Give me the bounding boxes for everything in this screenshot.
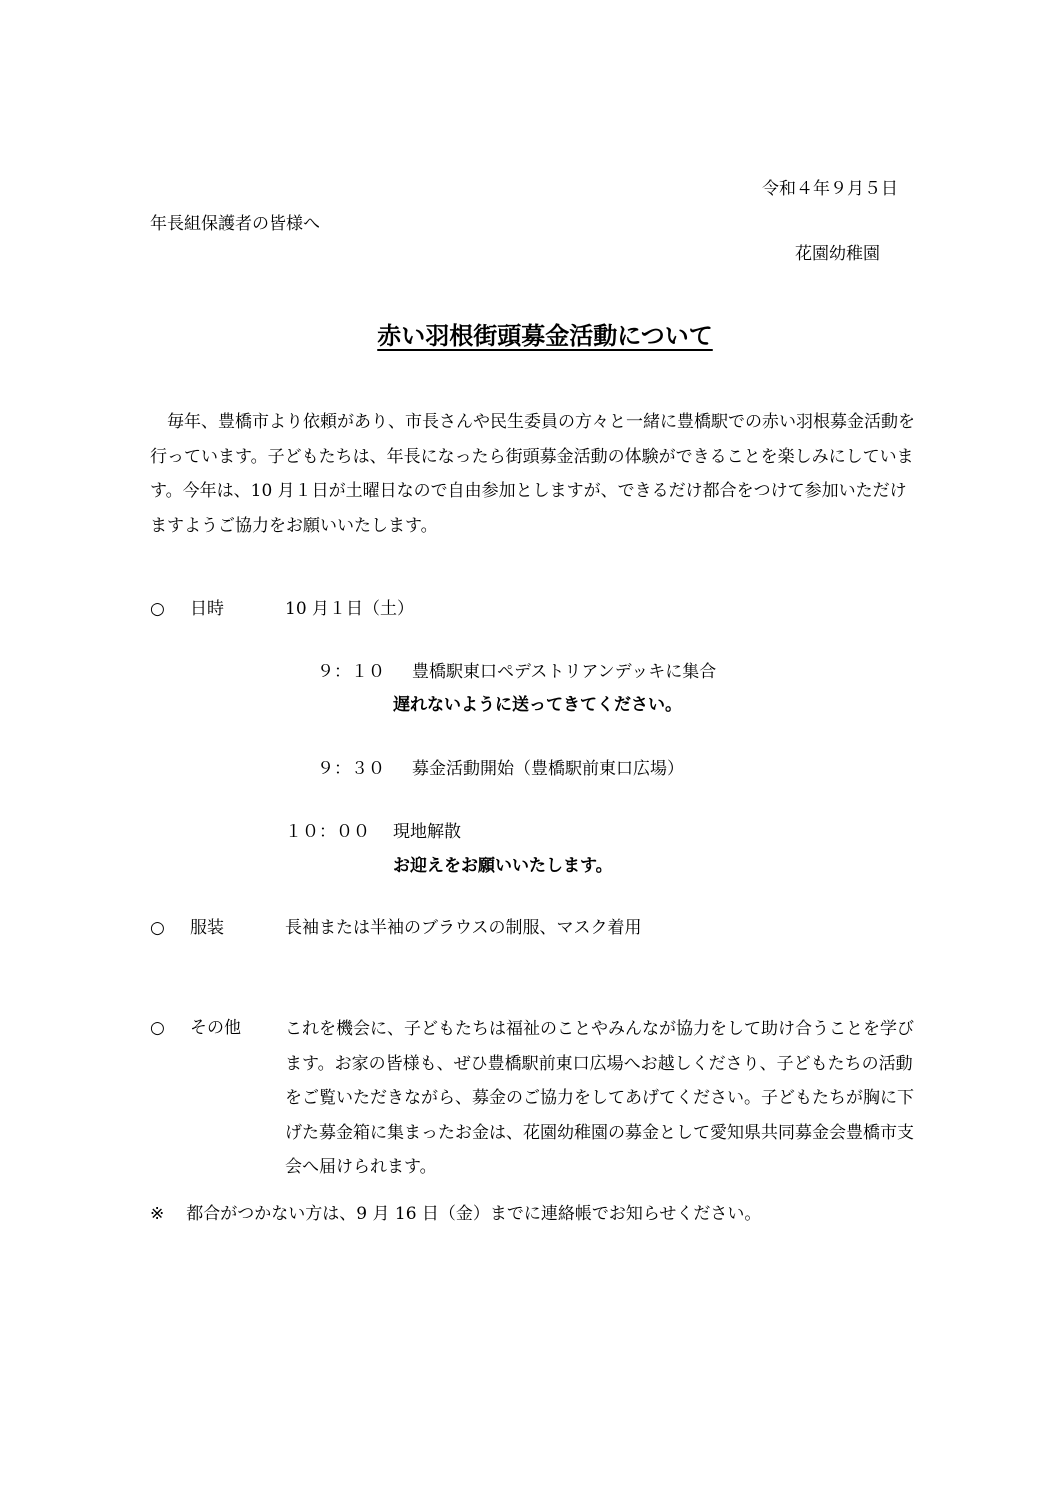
other-label: その他 <box>190 1018 241 1038</box>
other-marker: ○ <box>150 1018 165 1038</box>
schedule-time: １０：００ <box>285 822 370 842</box>
datetime-marker: ○ <box>150 599 165 619</box>
schedule-desc: 募金活動開始（豊橋駅前東口広場） <box>412 759 684 779</box>
schedule-time: ９：１０ <box>317 662 385 682</box>
clothing-label: 服装 <box>190 918 224 938</box>
clothing-value: 長袖または半袖のブラウスの制服、マスク着用 <box>285 918 642 938</box>
document-date: 令和４年９月５日 <box>762 179 898 199</box>
footnote-marker: ※ <box>150 1204 165 1224</box>
schedule-desc: 豊橋駅東口ペデストリアンデッキに集合 <box>412 662 717 682</box>
schedule-desc: 現地解散 <box>393 822 461 842</box>
clothing-marker: ○ <box>150 918 165 938</box>
other-text: これを機会に、子どもたちは福祉のことやみんなが協力をして助け合うことを学びます。お家の皆様も、ぜひ豊橋駅前東口広場へお越しくださり、子どもたちの活動をご覧いただきながら、募金のご協力をしてあげてください。子どもたちが胸に下げた募金箱に集まったお金は、花園幼稚園の募金として愛知県共同募金会豊橋市支会へ届けられます。 <box>285 1019 914 1177</box>
datetime-value: 10 月１日（土） <box>285 599 415 619</box>
schedule-note: お迎えをお願いいたします。 <box>393 856 613 876</box>
datetime-label: 日時 <box>190 599 224 619</box>
schedule-note: 遅れないように送ってきてください。 <box>393 695 682 715</box>
footnote-text: 都合がつかない方は、9 月 16 日（金）までに連絡帳でお知らせください。 <box>186 1204 762 1224</box>
schedule-time: ９：３０ <box>317 759 385 779</box>
intro-paragraph: 毎年、豊橋市より依頼があり、市長さんや民生委員の方々と一緒に豊橋駅での赤い羽根募金活動を行っています。子どもたちは、年長になったら街頭募金活動の体験ができることを楽しみにしています。今年は、10 月１日が土曜日なので自由参加としますが、できるだけ都合をつけて参加いただけますようご協力をお願いいたします。 <box>150 412 915 536</box>
addressee: 年長組保護者の皆様へ <box>150 214 320 234</box>
document-title: 赤い羽根街頭募金活動について <box>377 321 713 350</box>
sender-name: 花園幼稚園 <box>795 244 880 264</box>
footnote <box>150 1206 761 1223</box>
